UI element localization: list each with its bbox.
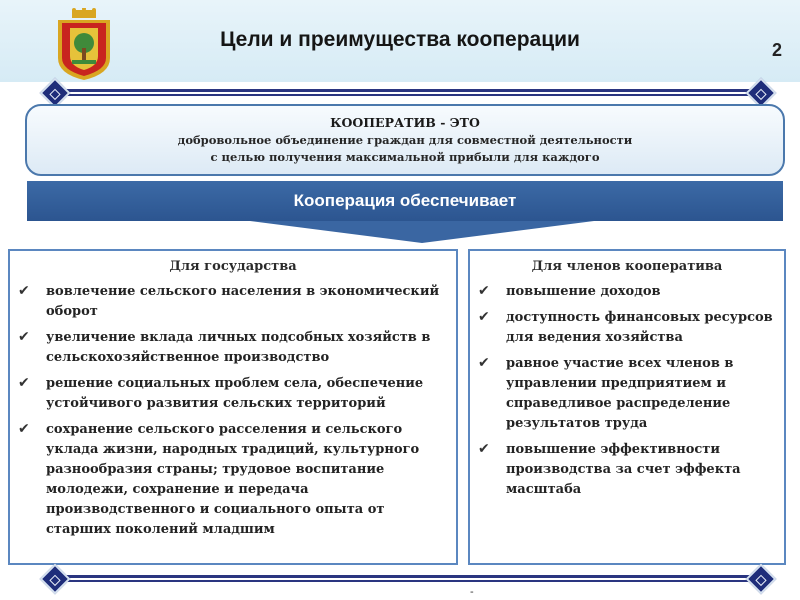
list-item: ✔ вовлечение сельского населения в экономический оборот	[18, 283, 440, 319]
column-heading: Для государства	[169, 259, 297, 274]
diamond-ornament-icon	[39, 563, 70, 594]
diamond-ornament-icon	[745, 563, 776, 594]
definition-line: с целью получения максимальной прибыли для каждого	[210, 150, 600, 164]
member-benefits-panel	[468, 249, 786, 565]
list-item: ✔ доступность финансовых ресурсов для ведения хозяйства	[478, 309, 773, 345]
list-item: ✔ равное участие всех членов в управлении предприятием и справедливое распределение результатов труда	[478, 355, 734, 431]
checkmark-icon: ✔	[478, 355, 490, 371]
checkmark-icon: ✔	[18, 283, 30, 299]
checkmark-icon: ✔	[478, 283, 490, 299]
cooperation-banner: Кооперация обеспечивает	[27, 181, 783, 221]
checkmark-icon: ✔	[478, 441, 490, 457]
column-heading: Для членов кооператива	[531, 259, 723, 274]
coat-of-arms-icon	[52, 8, 116, 82]
slide-header	[0, 0, 800, 82]
down-arrow-icon	[250, 221, 594, 243]
slide-number: 2	[771, 40, 782, 60]
definition-line: добровольное объединение граждан для совместной деятельности	[177, 133, 633, 147]
checkmark-icon: ✔	[18, 329, 30, 345]
state-benefits-panel	[8, 249, 458, 565]
list-item: ✔ сохранение сельского расселения и сельского уклада жизни, народных традиций, культурного разнообразия страны; трудовое воспитание молодежи, сохранение и передача производственного и социального опыта от старших поколений младшим	[18, 421, 420, 537]
top-divider	[44, 82, 772, 104]
list-item: ✔ повышение доходов	[478, 283, 661, 299]
footer-mark: -	[470, 586, 474, 598]
checkmark-icon: ✔	[478, 309, 490, 325]
checkmark-icon: ✔	[18, 375, 30, 391]
bottom-divider	[44, 568, 772, 590]
list-item: ✔ увеличение вклада личных подсобных хозяйств в сельскохозяйственное производство	[18, 329, 431, 365]
definition-box	[25, 104, 785, 176]
list-item: ✔ повышение эффективности производства за счет эффекта масштаба	[478, 441, 741, 497]
list-item: ✔ решение социальных проблем села, обеспечение устойчивого развития сельских территорий	[18, 375, 424, 411]
definition-title: КООПЕРАТИВ - ЭТО	[330, 115, 480, 130]
page-title: Цели и преимущества кооперации	[220, 28, 580, 51]
checkmark-icon: ✔	[18, 421, 30, 437]
